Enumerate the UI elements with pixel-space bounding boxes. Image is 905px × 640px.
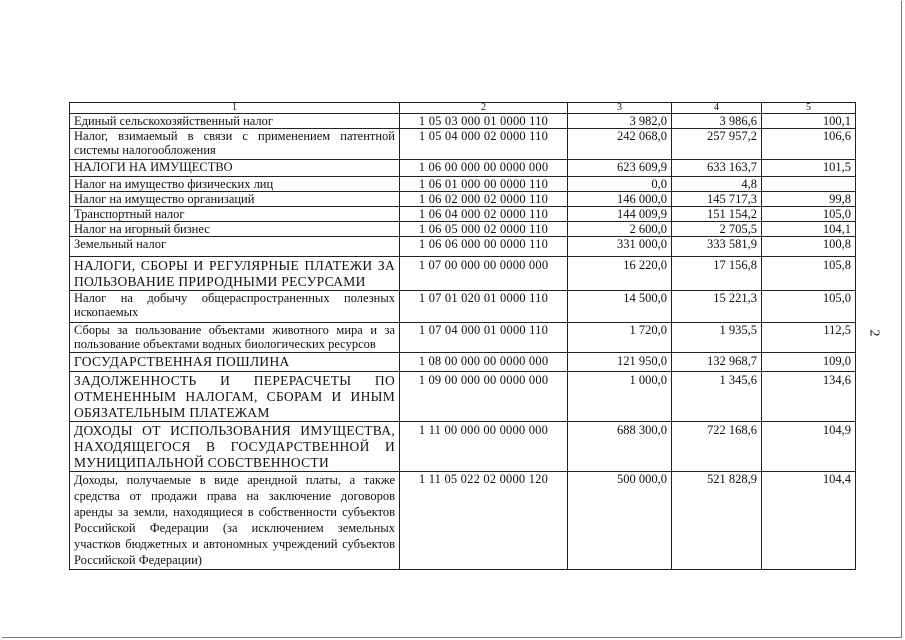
row-name: Транспортный налог — [70, 207, 400, 222]
row-code: 1 06 01 000 00 0000 110 — [400, 177, 568, 192]
row-col3: 121 950,0 — [568, 353, 672, 372]
row-col4: 15 221,3 — [672, 291, 762, 323]
row-name: Налог на имущество физических лиц — [70, 177, 400, 192]
row-col4: 1 345,6 — [672, 372, 762, 422]
row-name: Налог на добычу общераспространенных полезных ископаемых — [70, 291, 400, 323]
table-row — [70, 222, 856, 237]
row-col3: 688 300,0 — [568, 422, 672, 472]
row-code: 1 06 06 000 00 0000 110 — [400, 237, 568, 257]
row-col3: 14 500,0 — [568, 291, 672, 323]
table-row — [70, 207, 856, 222]
budget-table — [69, 102, 856, 570]
row-col3: 242 068,0 — [568, 129, 672, 160]
header-row — [70, 103, 856, 114]
row-col5: 106,6 — [762, 129, 856, 160]
row-col4: 17 156,8 — [672, 257, 762, 291]
table-row — [70, 422, 856, 472]
row-col5: 105,0 — [762, 207, 856, 222]
row-code: 1 07 04 000 01 0000 110 — [400, 323, 568, 353]
row-col5: 99,8 — [762, 192, 856, 207]
row-col4: 257 957,2 — [672, 129, 762, 160]
row-name: Налог на игорный бизнес — [70, 222, 400, 237]
row-code: 1 09 00 000 00 0000 000 — [400, 372, 568, 422]
row-col3: 0,0 — [568, 177, 672, 192]
row-col5: 104,1 — [762, 222, 856, 237]
row-col5: 105,8 — [762, 257, 856, 291]
row-col5: 109,0 — [762, 353, 856, 372]
row-col4: 1 935,5 — [672, 323, 762, 353]
row-col5: 101,5 — [762, 160, 856, 177]
row-col5: 105,0 — [762, 291, 856, 323]
table-row — [70, 372, 856, 422]
row-col4: 633 163,7 — [672, 160, 762, 177]
row-col4: 132 968,7 — [672, 353, 762, 372]
row-col4: 4,8 — [672, 177, 762, 192]
row-col5 — [762, 177, 856, 192]
row-col3: 146 000,0 — [568, 192, 672, 207]
table-row — [70, 177, 856, 192]
header-col-1: 1 — [70, 103, 400, 114]
row-col4: 151 154,2 — [672, 207, 762, 222]
row-name: Доходы, получаемые в виде арендной платы, а также средства от продажи права на заключение договоров аренды за земли, находящиеся в собственности субъектов Российской Федерации (за исключением земельных участков бюджетных и автономных учреждений субъектов Российской Федерации) — [70, 472, 400, 570]
table-row — [70, 237, 856, 257]
row-col4: 333 581,9 — [672, 237, 762, 257]
row-col4: 2 705,5 — [672, 222, 762, 237]
table-row — [70, 291, 856, 323]
row-name: ГОСУДАРСТВЕННАЯ ПОШЛИНА — [70, 353, 400, 372]
row-code: 1 06 00 000 00 0000 000 — [400, 160, 568, 177]
header-col-2: 2 — [400, 103, 568, 114]
row-code: 1 07 01 020 01 0000 110 — [400, 291, 568, 323]
row-code: 1 11 05 022 02 0000 120 — [400, 472, 568, 570]
row-name: Налог на имущество организаций — [70, 192, 400, 207]
table-row — [70, 472, 856, 570]
row-col5: 112,5 — [762, 323, 856, 353]
page-number: 2 — [866, 329, 882, 337]
header-col-4: 4 — [672, 103, 762, 114]
row-code: 1 05 04 000 02 0000 110 — [400, 129, 568, 160]
table-row — [70, 257, 856, 291]
row-col5: 104,4 — [762, 472, 856, 570]
header-col-3: 3 — [568, 103, 672, 114]
row-col3: 1 000,0 — [568, 372, 672, 422]
table-row — [70, 323, 856, 353]
row-code: 1 06 04 000 02 0000 110 — [400, 207, 568, 222]
row-name: Земельный налог — [70, 237, 400, 257]
row-col4: 722 168,6 — [672, 422, 762, 472]
row-col3: 3 982,0 — [568, 114, 672, 129]
row-col5: 104,9 — [762, 422, 856, 472]
table-row — [70, 353, 856, 372]
row-col3: 16 220,0 — [568, 257, 672, 291]
row-code: 1 11 00 000 00 0000 000 — [400, 422, 568, 472]
row-name: НАЛОГИ НА ИМУЩЕСТВО — [70, 160, 400, 177]
row-col4: 521 828,9 — [672, 472, 762, 570]
row-col5: 100,8 — [762, 237, 856, 257]
table-row — [70, 129, 856, 160]
row-col4: 3 986,6 — [672, 114, 762, 129]
row-col3: 144 009,9 — [568, 207, 672, 222]
row-name: Единый сельскохозяйственный налог — [70, 114, 400, 129]
row-code: 1 08 00 000 00 0000 000 — [400, 353, 568, 372]
row-col4: 145 717,3 — [672, 192, 762, 207]
table-row — [70, 160, 856, 177]
row-name: Налог, взимаемый в связи с применением патентной системы налогообложения — [70, 129, 400, 160]
row-col3: 1 720,0 — [568, 323, 672, 353]
row-code: 1 06 02 000 02 0000 110 — [400, 192, 568, 207]
row-col5: 100,1 — [762, 114, 856, 129]
table-row — [70, 114, 856, 129]
row-col3: 2 600,0 — [568, 222, 672, 237]
row-name: ДОХОДЫ ОТ ИСПОЛЬЗОВАНИЯ ИМУЩЕСТВА, НАХОДЯЩЕГОСЯ В ГОСУДАРСТВЕННОЙ И МУНИЦИПАЛЬНОЙ СОБСТВЕННОСТИ — [70, 422, 400, 472]
row-name: НАЛОГИ, СБОРЫ И РЕГУЛЯРНЫЕ ПЛАТЕЖИ ЗА ПОЛЬЗОВАНИЕ ПРИРОДНЫМИ РЕСУРСАМИ — [70, 257, 400, 291]
row-col3: 331 000,0 — [568, 237, 672, 257]
row-name: Сборы за пользование объектами животного мира и за пользование объектами водных биологических ресурсов — [70, 323, 400, 353]
row-code: 1 06 05 000 02 0000 110 — [400, 222, 568, 237]
row-col3: 623 609,9 — [568, 160, 672, 177]
table-row — [70, 192, 856, 207]
header-col-5: 5 — [762, 103, 856, 114]
row-name: ЗАДОЛЖЕННОСТЬ И ПЕРЕРАСЧЕТЫ ПО ОТМЕНЕННЫМ НАЛОГАМ, СБОРАМ И ИНЫМ ОБЯЗАТЕЛЬНЫМ ПЛАТЕЖАМ — [70, 372, 400, 422]
row-col5: 134,6 — [762, 372, 856, 422]
row-code: 1 07 00 000 00 0000 000 — [400, 257, 568, 291]
row-code: 1 05 03 000 01 0000 110 — [400, 114, 568, 129]
row-col3: 500 000,0 — [568, 472, 672, 570]
